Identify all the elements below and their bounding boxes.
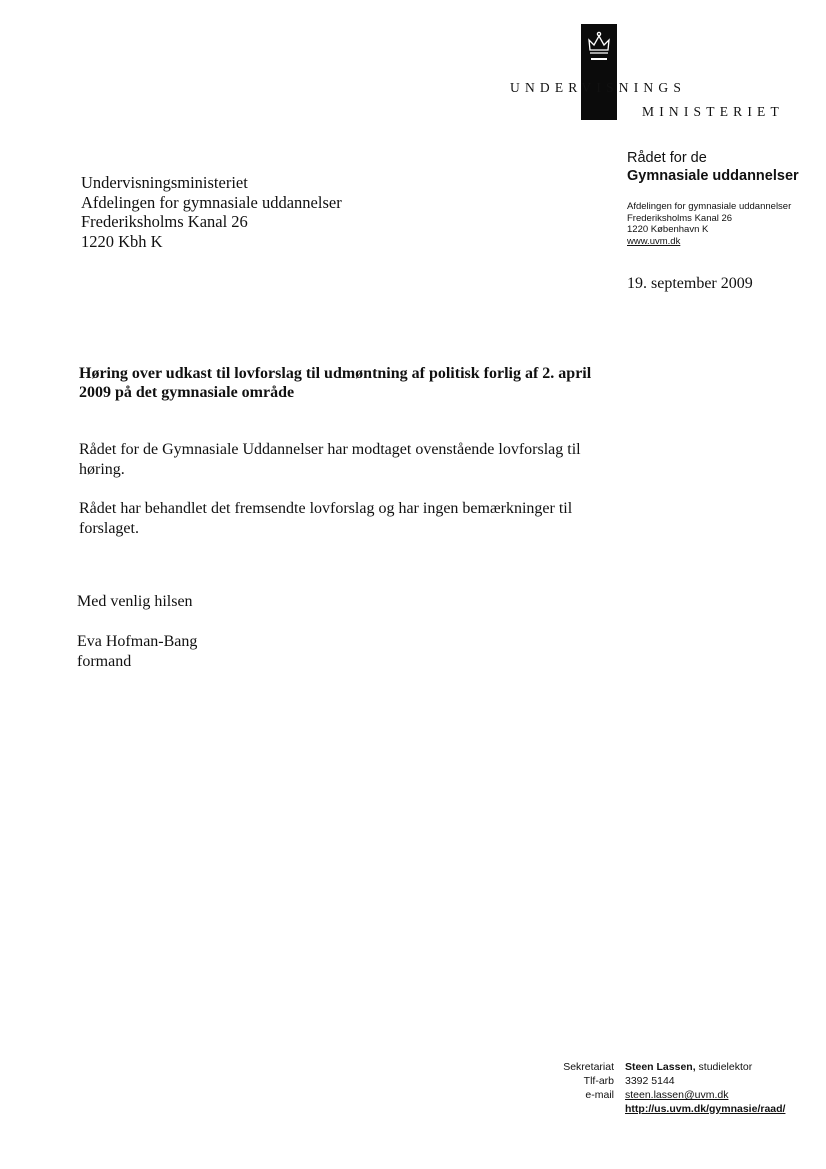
logo-text-part: NINGS	[618, 80, 687, 95]
recipient-line: 1220 Kbh K	[81, 231, 163, 251]
body-paragraph-2: Rådet har behandlet det fremsendte lovforslag og har ingen bemærkninger til forslaget.	[79, 500, 573, 537]
footer-label-phone: Tlf-arb	[583, 1075, 614, 1087]
logo-text-line1	[510, 80, 686, 96]
letter-date: 19. september 2009	[627, 275, 753, 292]
signer-name: Eva Hofman-Bang	[77, 633, 198, 650]
logo-text-line2: MINISTERIET	[642, 104, 784, 119]
recipient-line: Undervisningsministeriet	[81, 173, 248, 192]
footer-contact	[625, 1060, 785, 1074]
footer-labels	[544, 1060, 614, 1102]
sender-street: Frederiksholms Kanal 26	[627, 212, 733, 224]
sender-dept: Afdelingen for gymnasiale uddannelser	[627, 201, 792, 212]
closing-greeting: Med venlig hilsen	[77, 593, 193, 610]
footer-url-link[interactable]: http://us.uvm.dk/gymnasie/raad/	[625, 1103, 786, 1115]
footer-values	[625, 1060, 785, 1116]
signature-block	[77, 632, 197, 671]
recipient-address	[81, 173, 342, 251]
sender-web-link[interactable]: www.uvm.dk	[627, 235, 681, 247]
body-paragraph-1: Rådet for de Gymnasiale Uddannelser har modtaget ovenstående lovforslag til høring.	[79, 441, 581, 478]
footer-email-link[interactable]: steen.lassen@uvm.dk	[625, 1089, 729, 1101]
crown-icon	[586, 30, 612, 64]
sender-city: 1220 København K	[627, 224, 709, 235]
footer-contact-title: studielektor	[695, 1061, 753, 1073]
sender-address	[627, 201, 791, 247]
recipient-line: Frederiksholms Kanal 26	[81, 212, 248, 231]
footer-label-email: e-mail	[585, 1089, 614, 1101]
footer-contact-name: Steen Lassen,	[625, 1061, 696, 1073]
sender-name-line1: Rådet for de	[627, 150, 707, 166]
footer-phone: 3392 5144	[625, 1075, 675, 1087]
logo-text-part-inverted: VIS	[581, 80, 619, 95]
footer-label-secretariat: Sekretariat	[563, 1061, 614, 1073]
logo-text-part: UNDER	[510, 80, 582, 95]
recipient-line: Afdelingen for gymnasiale uddannelser	[81, 192, 342, 212]
signer-title: formand	[77, 652, 132, 670]
sender-name-line2: Gymnasiale uddannelser	[627, 168, 799, 184]
letter-subject: Høring over udkast til lovforslag til udmøntning af politisk forlig af 2. april 2009 på det gymnasiale område	[79, 365, 592, 401]
